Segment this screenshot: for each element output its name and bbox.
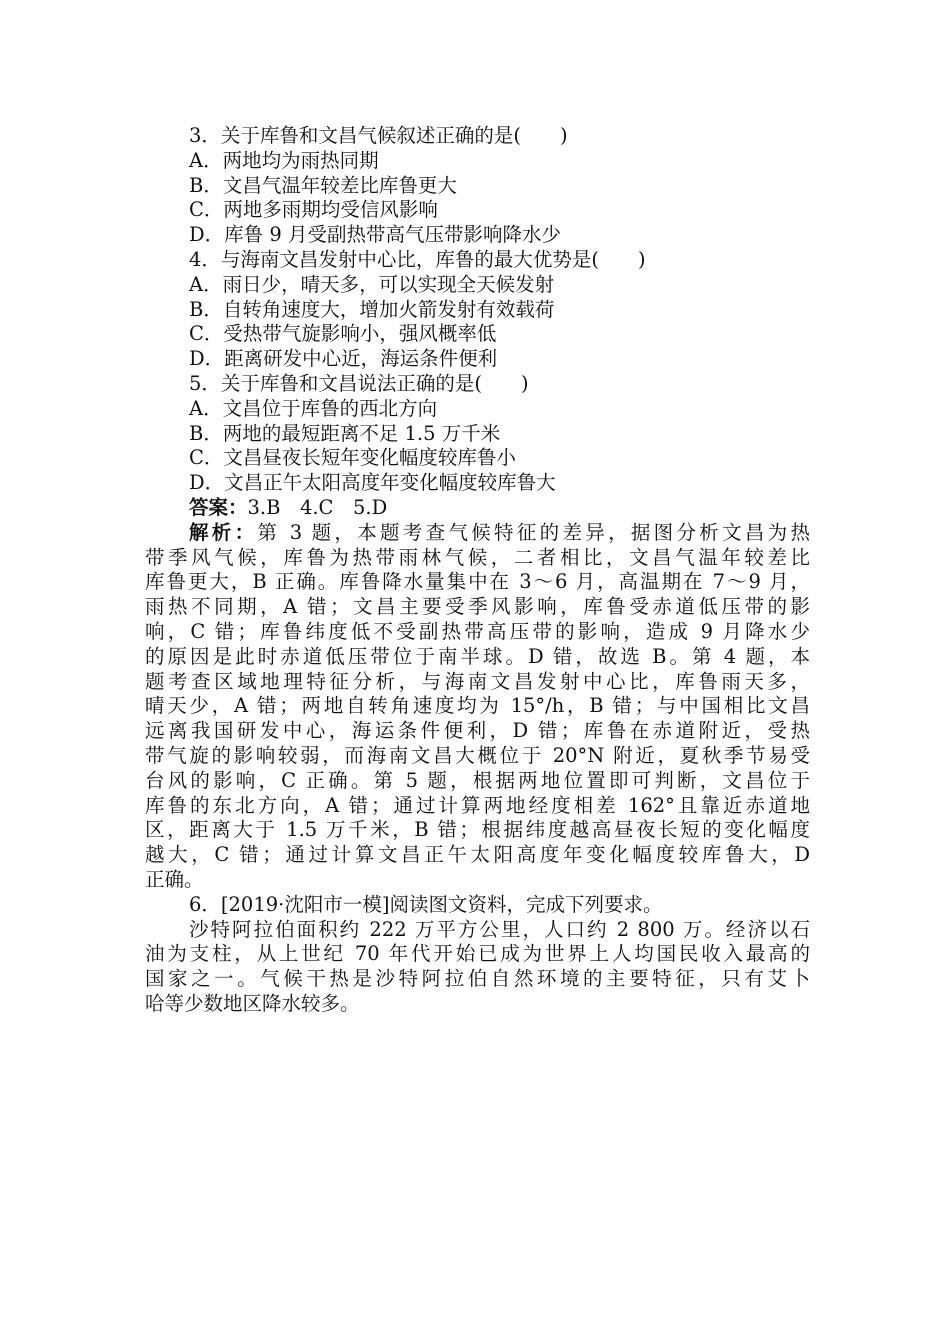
option-a: A．雨日少，晴天多，可以实现全天候发射 <box>189 272 555 296</box>
option-d: D．距离研发中心近，海运条件便利 <box>189 347 498 371</box>
explanation-line: 的原因是此时赤道低压带位于南半球。D 错，故选 B。第 4 题，本 <box>145 644 810 668</box>
explanation-line: 台风的影响，C 正确。第 5 题，根据两地位置即可判断，文昌位于 <box>145 768 810 792</box>
option-a: A．两地均为雨热同期 <box>189 148 379 172</box>
explanation-line: 解析：第 3 题，本题考查气候特征的差异，据图分析文昌为热 <box>189 520 810 544</box>
option-b: B．文昌气温年较差比库鲁更大 <box>189 173 457 197</box>
passage-line: 沙特阿拉伯面积约 222 万平方公里，人口约 2 800 万。经济以石 <box>189 917 810 941</box>
question-stem: 4．与海南文昌发射中心比，库鲁的最大优势是( ) <box>189 247 646 271</box>
option-c: C．两地多雨期均受信风影响 <box>189 198 438 222</box>
passage-line: 国家之一。气候干热是沙特阿拉伯自然环境的主要特征，只有艾卜 <box>145 967 810 991</box>
question-4 <box>145 248 810 372</box>
explanation-line: 越大，C 错；通过计算文昌正午太阳高度年变化幅度较库鲁大，D <box>145 843 810 867</box>
explanation-line: 库鲁更大，B 正确。库鲁降水量集中在 3～6 月，高温期在 7～9 月， <box>145 570 810 594</box>
explanation-label: 解析： <box>189 520 258 544</box>
explanation-line: 带季风气候，库鲁为热带雨林气候，二者相比，文昌气温年较差比 <box>145 545 810 569</box>
explanation-line: 晴天少，A 错；两地自转角速度均为 15°/h，B 错；与中国相比文昌 <box>145 694 810 718</box>
question-6 <box>145 893 810 1017</box>
option-d: D．文昌正午太阳高度年变化幅度较库鲁大 <box>189 471 556 495</box>
passage-line: 油为支柱，从上世纪 70 年代开始已成为世界上人均国民收入最高的 <box>145 942 810 966</box>
explanation-line: 区，距离大于 1.5 万千米，B 错；根据纬度越高昼夜长短的变化幅度 <box>145 818 810 842</box>
explanation-line: 响，C 错；库鲁纬度低不受副热带高压带的影响，造成 9 月降水少 <box>145 619 810 643</box>
answer-text: 3.B 4.C 5.D <box>247 495 388 519</box>
answer-label: 答案： <box>189 495 248 519</box>
explanation-line: 雨热不同期，A 错；文昌主要受季风影响，库鲁受赤道低压带的影 <box>145 595 810 619</box>
question-3 <box>145 124 810 248</box>
explanation-line: 带气旋的影响较弱，而海南文昌大概位于 20°N 附近，夏秋季节易受 <box>145 743 810 767</box>
question-stem: 3．关于库鲁和文昌气候叙述正确的是( ) <box>189 124 568 147</box>
question-stem: 5．关于库鲁和文昌说法正确的是( ) <box>189 371 529 395</box>
passage-line: 哈等少数地区降水较多。 <box>145 991 360 1015</box>
option-b: B．两地的最短距离不足 1.5 万千米 <box>189 421 501 445</box>
explanation <box>145 521 810 893</box>
question-stem: 6．[2019·沈阳市一模]阅读图文资料，完成下列要求。 <box>189 892 663 916</box>
question-5 <box>145 372 810 496</box>
option-c: C．文昌昼夜长短年变化幅度较库鲁小 <box>189 446 516 470</box>
document-page <box>145 124 810 1017</box>
option-b: B．自转角速度大，增加火箭发射有效载荷 <box>189 297 555 321</box>
explanation-line: 题考查区域地理特征分析，与海南文昌发射中心比，库鲁雨天多， <box>145 669 810 693</box>
option-a: A．文昌位于库鲁的西北方向 <box>189 396 438 420</box>
answer-line <box>145 496 810 521</box>
explanation-line: 正确。 <box>145 867 204 891</box>
explanation-line: 库鲁的东北方向，A 错；通过计算两地经度相差 162°且靠近赤道地 <box>145 793 810 817</box>
explanation-line: 远离我国研发中心，海运条件便利，D 错；库鲁在赤道附近，受热 <box>145 719 810 743</box>
option-c: C．受热带气旋影响小，强风概率低 <box>189 322 497 346</box>
option-d: D．库鲁 9 月受副热带高气压带影响降水少 <box>189 223 561 247</box>
